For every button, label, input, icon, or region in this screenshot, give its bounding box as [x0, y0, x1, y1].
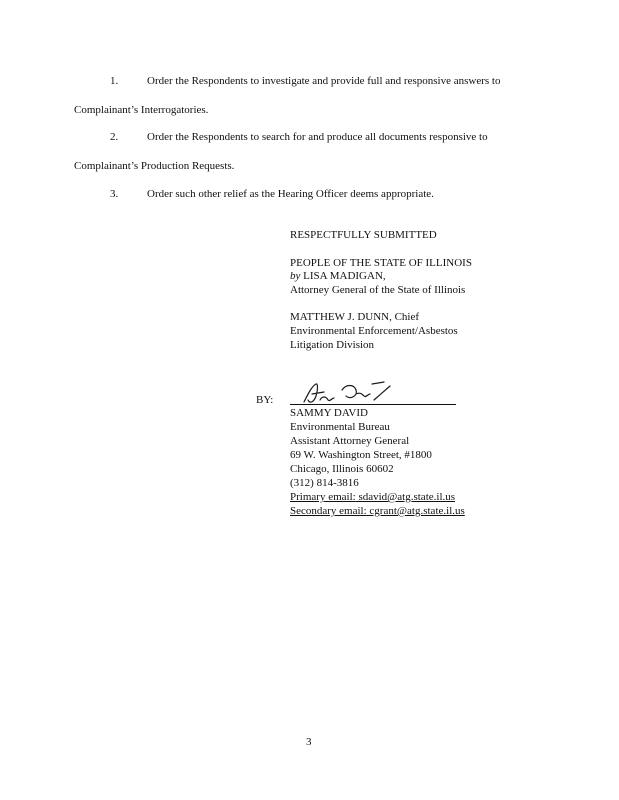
- chief-division-line1: Environmental Enforcement/Asbestos: [290, 325, 458, 337]
- request-3-text: Order such other relief as the Hearing Officer deems appropriate.: [147, 188, 434, 200]
- signer-bureau: Environmental Bureau: [290, 421, 390, 433]
- chief-name: MATTHEW J. DUNN, Chief: [290, 311, 420, 323]
- request-2-continuation: Complainant’s Production Requests.: [74, 160, 235, 172]
- party-name: PEOPLE OF THE STATE OF ILLINOIS: [290, 257, 472, 269]
- page-number: 3: [306, 736, 312, 748]
- signer-city: Chicago, Illinois 60602: [290, 463, 394, 475]
- request-1-continuation: Complainant’s Interrogatories.: [74, 104, 209, 116]
- attorney-general-name: LISA MADIGAN,: [300, 270, 386, 282]
- request-3-number: 3.: [110, 188, 119, 200]
- secondary-email-link[interactable]: cgrant@atg.state.il.us: [366, 505, 465, 517]
- signer-title: Assistant Attorney General: [290, 435, 410, 447]
- secondary-email-label: Secondary email:: [290, 505, 367, 517]
- signer-name: SAMMY DAVID: [290, 407, 368, 419]
- primary-email-link[interactable]: sdavid@atg.state.il.us: [355, 491, 456, 503]
- by-label: BY:: [256, 394, 274, 406]
- request-1-number: 1.: [110, 75, 119, 87]
- signer-street: 69 W. Washington Street, #1800: [290, 449, 432, 461]
- primary-email-line: [290, 492, 455, 503]
- party-title: Attorney General of the State of Illinois: [290, 284, 466, 296]
- by-word: by: [290, 270, 301, 282]
- signature-line: [290, 404, 456, 405]
- primary-email-label: Primary email:: [290, 491, 356, 503]
- chief-division-line2: Litigation Division: [290, 339, 375, 351]
- request-2-text: Order the Respondents to search for and produce all documents responsive to: [147, 131, 488, 143]
- closing-text: RESPECTFULLY SUBMITTED: [290, 229, 437, 241]
- party-by-line: [290, 271, 386, 282]
- secondary-email-line: [290, 506, 465, 517]
- request-2-number: 2.: [110, 131, 119, 143]
- signer-phone: (312) 814-3816: [290, 477, 359, 489]
- request-1-text: Order the Respondents to investigate and provide full and responsive answers to: [147, 75, 501, 87]
